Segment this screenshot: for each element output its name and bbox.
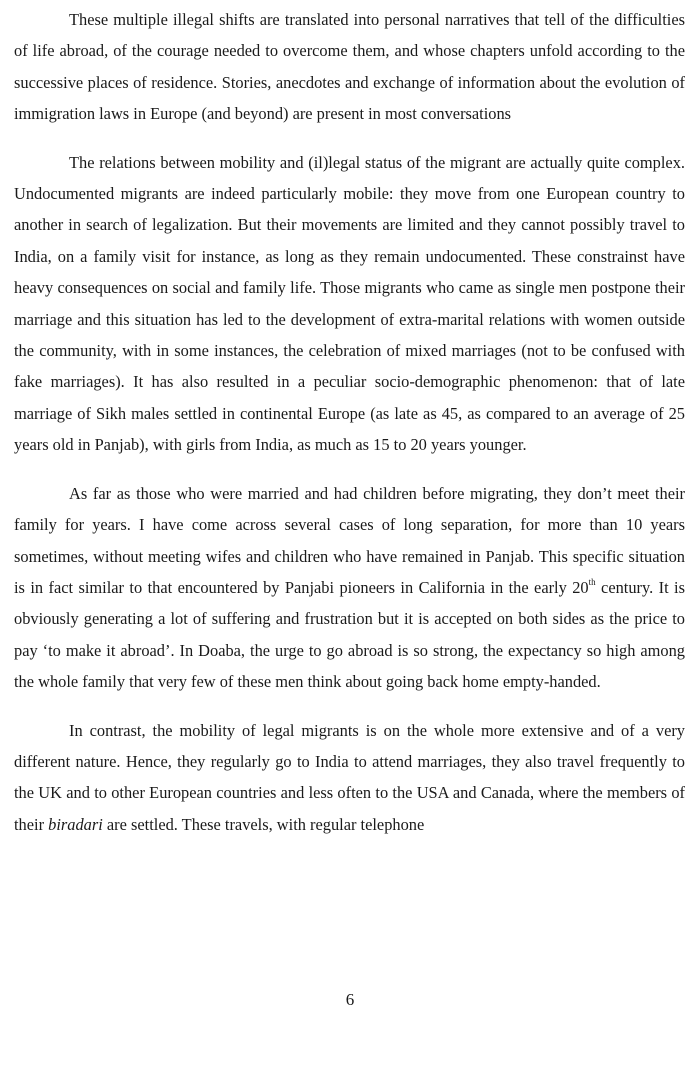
paragraph-family-separation <box>14 478 685 698</box>
italic-term-biradari: biradari <box>48 814 103 834</box>
page-number: 6 <box>345 990 355 1009</box>
paragraph-family-separation-text-2: century. It is obviously generating a lot of suffering and frustration but it is accepted on both sides as the price to pay ‘to make it abroad’. In Doaba, the urge to go abroad is so strong, the expectancy so high among the whole family that very few of these men think about going back home empty-handed. <box>14 577 685 692</box>
document-page <box>14 0 685 840</box>
paragraph-illegal-shifts: These multiple illegal shifts are translated into personal narratives that tell of the difficulties of life abroad, of the courage needed to overcome them, and whose chapters unfold according to the successive places of residence. Stories, anecdotes and exchange of information about the evolution of immigration laws in Europe (and beyond) are present in most conversations <box>14 10 685 124</box>
paragraph-mobility-legal-status: The relations between mobility and (il)legal status of the migrant are actually quite complex. Undocumented migrants are indeed particularly mobile: they move from one European country to another in search of legalization. But their movements are limited and they cannot possibly travel to India, on a family visit for instance, as long as they remain undocumented. These constrainst have heavy consequences on social and family life. Those migrants who came as single men postpone their marriage and this situation has led to the development of extra-marital relations with women outside the community, with in some instances, the celebration of mixed marriages (not to be confused with fake marriages). It has also resulted in a peculiar socio-demographic phenomenon: that of late marriage of Sikh males settled in continental Europe (as late as 45, as compared to an average of 25 years old in Panjab), with girls from India, as much as 15 to 20 years younger. <box>14 152 685 455</box>
paragraph-family-separation-text-1: As far as those who were married and had children before migrating, they don’t meet their family for years. I have come across several cases of long separation, for more than 10 years sometimes, without meeting wifes and children who have remained in Panjab. This specific situation is in fact similar to that encountered by Panjabi pioneers in California in the early 20 <box>14 483 685 597</box>
paragraph-legal-migrants <box>14 715 685 841</box>
ordinal-superscript: th <box>588 576 596 587</box>
paragraph-legal-migrants-text-1: In contrast, the mobility of legal migrants is on the whole more extensive and of a very different nature. Hence, they regularly go to India to attend marriages, they also travel frequently to the UK and to other European countries and less often to the USA and Canada, where the members of their <box>14 720 685 834</box>
paragraph-legal-migrants-text-2: are settled. These travels, with regular telephone <box>102 814 425 834</box>
